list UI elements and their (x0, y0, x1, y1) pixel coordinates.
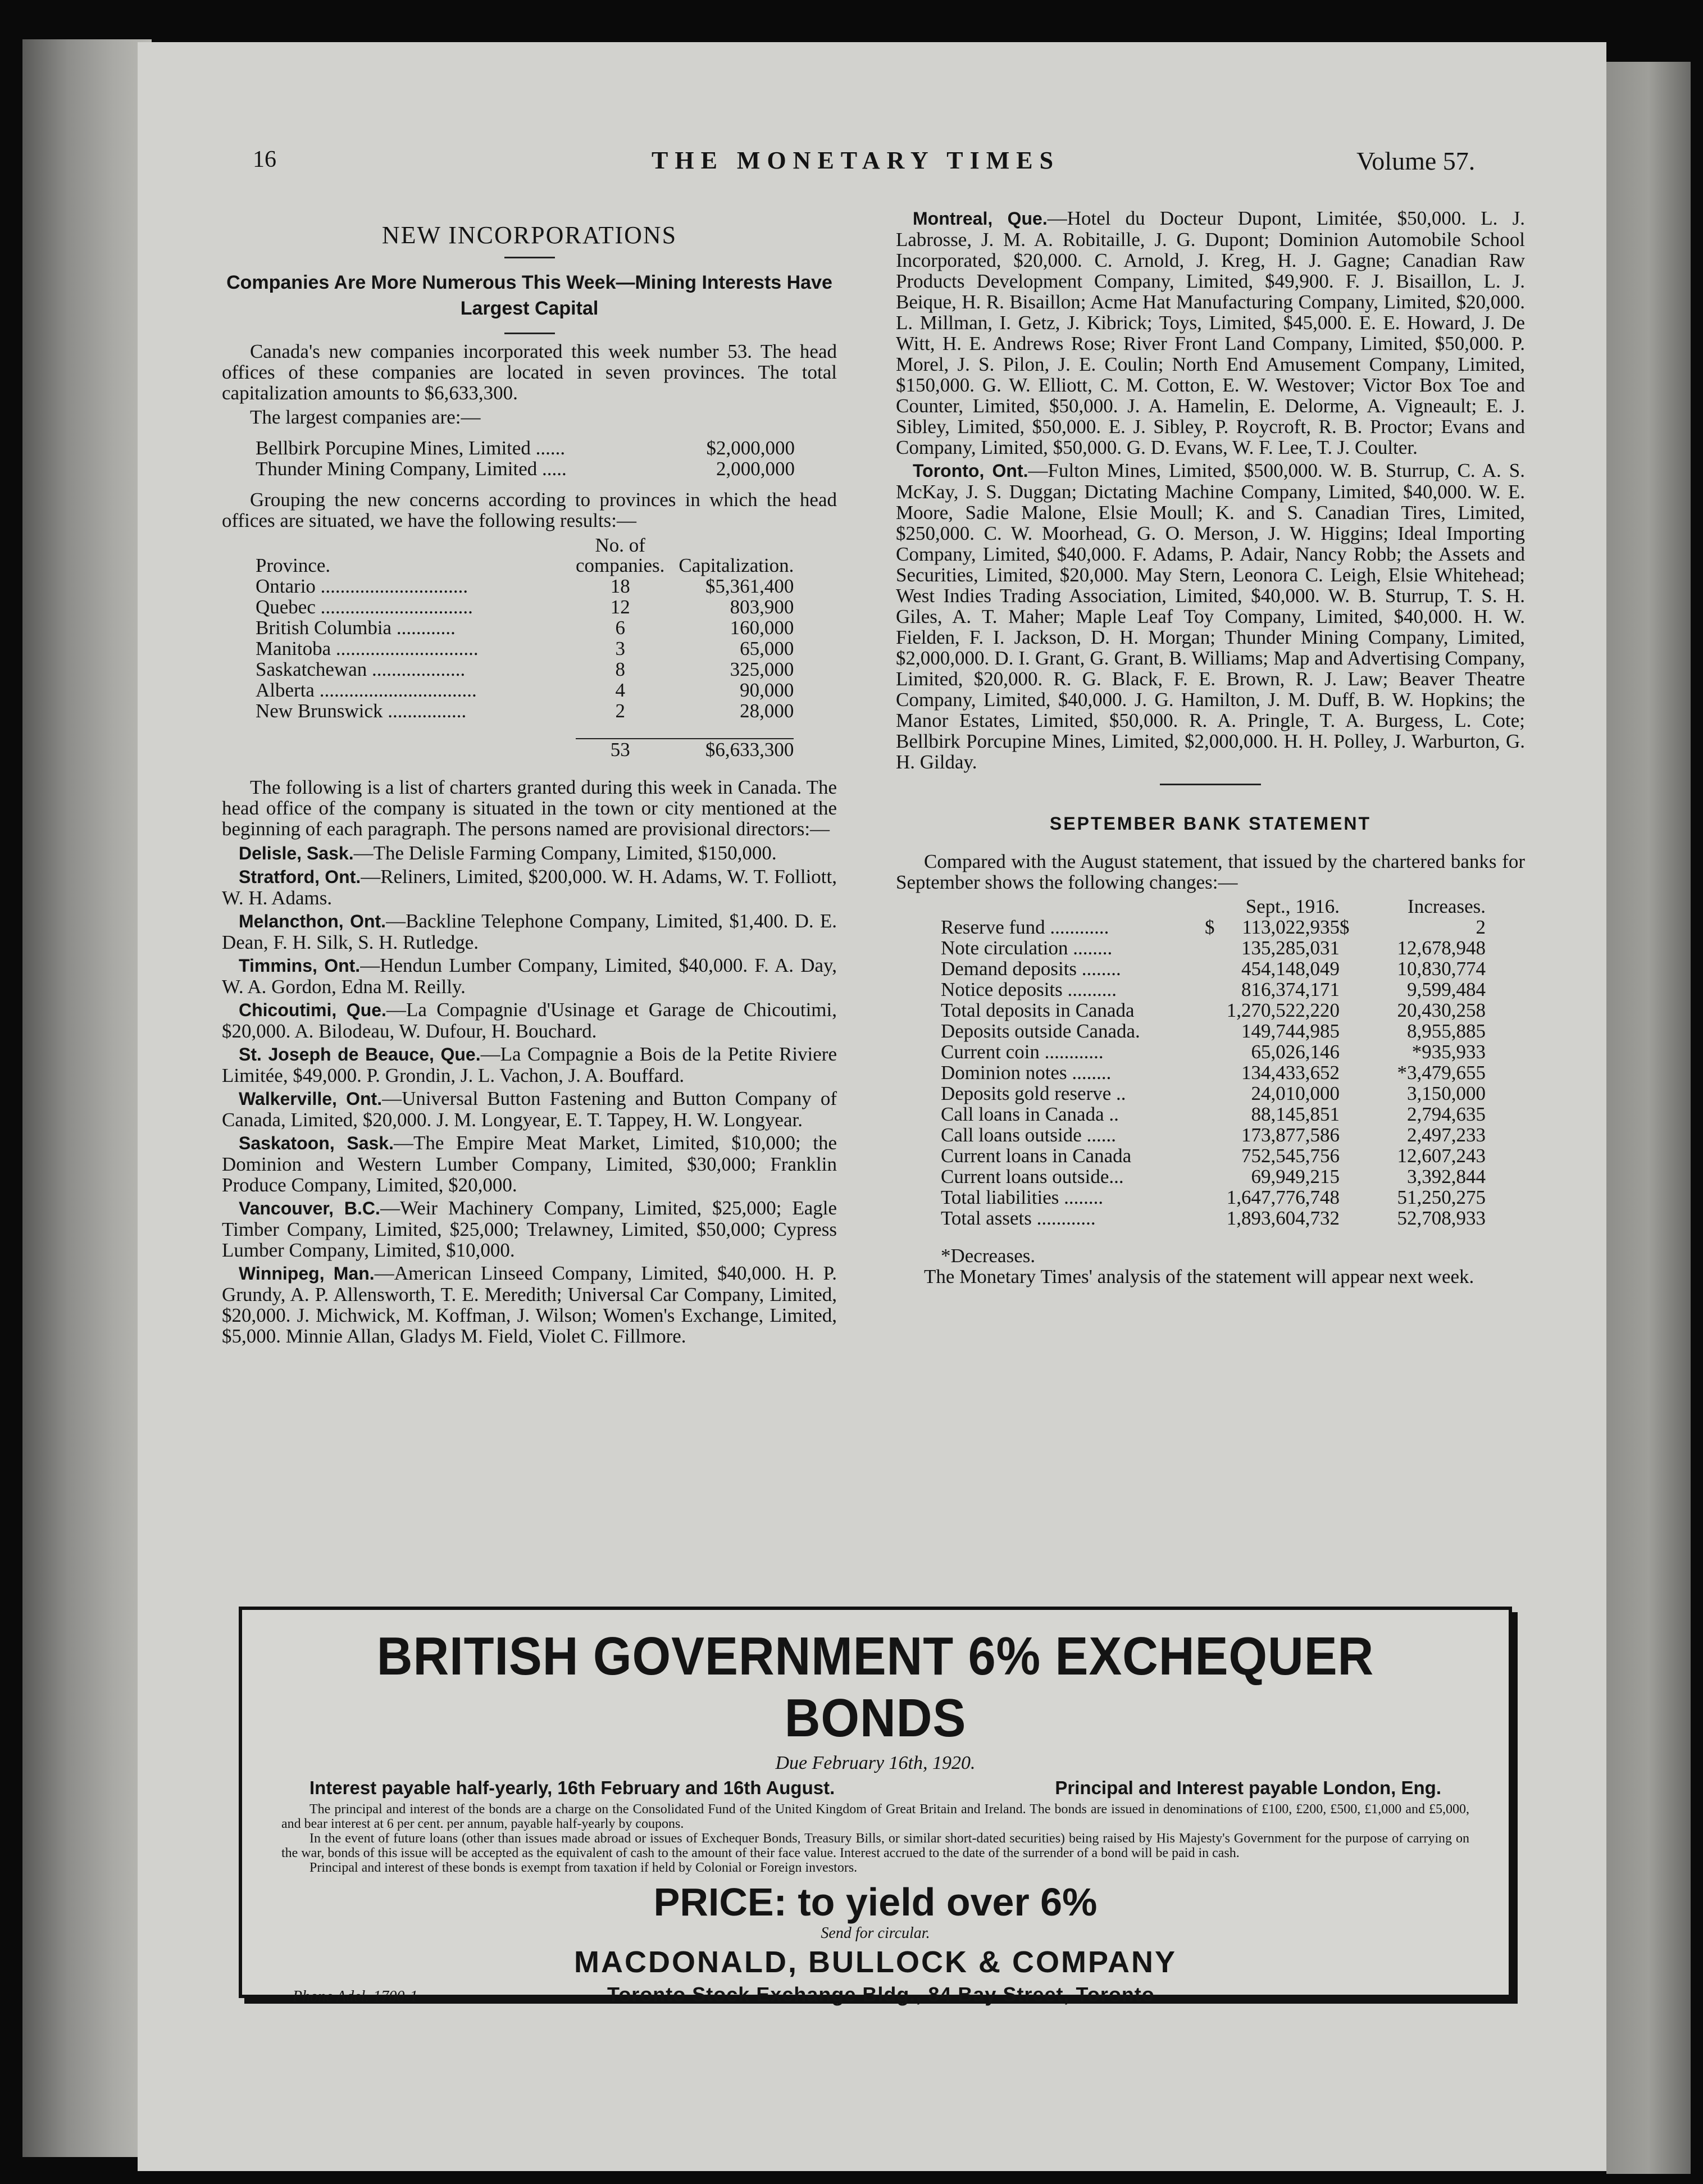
ad-phone: Phone Adel. 1700-1 (293, 1988, 418, 2005)
ad-send-circular: Send for circular. (821, 1924, 930, 1942)
dollar-sign (1340, 938, 1356, 958)
province-table (256, 535, 794, 760)
bank-statement-table (941, 896, 1486, 1229)
province-capital: $5,361,400 (705, 575, 794, 597)
increase-value: *935,933 (1411, 1041, 1486, 1063)
entry-place: Stratford, Ont. (239, 867, 361, 887)
table-row (941, 1041, 1486, 1062)
province-count: 4 (615, 679, 625, 701)
bank-item: Total deposits in Canada (941, 999, 1135, 1021)
charters-list-left (222, 843, 837, 1346)
fine-print-paragraph: Principal and interest of these bonds is exempt from taxation if held by Colonial or Foreign investors. (309, 1860, 858, 1875)
entry-place: Melancthon, Ont. (239, 911, 386, 931)
ad-principal: Principal and Interest payable London, Eng. (1055, 1777, 1441, 1798)
bank-item: Current coin ............ (941, 1041, 1104, 1063)
bank-item: Current loans in Canada (941, 1145, 1132, 1167)
bank-item: Demand deposits ........ (941, 958, 1121, 980)
sept-value: 88,145,851 (1251, 1103, 1340, 1125)
table-row (941, 1104, 1486, 1125)
bank-statement-title: SEPTEMBER BANK STATEMENT (1049, 813, 1372, 834)
bank-item: Dominion notes ........ (941, 1062, 1112, 1084)
list-item (222, 1088, 837, 1130)
ad-interest: Interest payable half-yearly, 16th February and 16th August. (309, 1777, 835, 1798)
list-item (222, 911, 837, 953)
increase-value: 2,497,233 (1407, 1124, 1486, 1146)
fine-print-paragraph: In the event of future loans (other than issues made abroad or issues of Exchequer Bonds, Treasury Bills, or similar short-dated securities) being raised by His Majesty's Government for the purpose of carrying on the war, bonds of this issue will be accepted as the equivalent of cash to the amount of their face value. Interest accrued to the date of the surrender of a bond will be paid in cash. (281, 1831, 1469, 1860)
province-capital: 325,000 (730, 658, 794, 680)
sept-value: 1,270,522,220 (1226, 999, 1340, 1021)
province-capital: 28,000 (740, 700, 794, 722)
table-row (941, 1145, 1486, 1166)
increase-value: 2 (1476, 916, 1486, 938)
entry-text: —American Linseed Company, Limited, $40,000. H. P. Grundy, A. P. Allensworth, T. E. Meredith; Universal Car Company, Limited, $20,000. J. Michwick, M. Koffman, J. Wilson; Women's Exchange, Limited, $5,000. Minnie Allan, Gladys M. Field, Violet C. Fillmore. (222, 1262, 837, 1347)
province-capital: 65,000 (740, 638, 794, 659)
dollar-sign (1205, 1000, 1222, 1021)
bank-item: Call loans in Canada .. (941, 1103, 1119, 1125)
list-item (256, 438, 837, 458)
entry-place: Saskatoon, Sask. (239, 1133, 394, 1153)
table-row (256, 576, 794, 597)
ad-address: Toronto Stock Exchange Bldg., 84 Bay Street, Toronto (607, 1983, 1155, 2006)
intro-paragraph: Canada's new companies incorporated this week number 53. The head offices of these companies are located in seven provinces. The total capitalization amounts to $6,633,300. (222, 340, 837, 404)
left-column (222, 221, 837, 1349)
table-row (941, 1125, 1486, 1145)
table-row (256, 638, 794, 659)
journal-title: THE MONETARY TIMES (652, 147, 1060, 174)
table-row (256, 597, 794, 617)
dollar-sign (1340, 1000, 1356, 1021)
bank-item: Note circulation ........ (941, 937, 1113, 959)
dollar-sign (1340, 1021, 1356, 1041)
table-row (256, 700, 794, 721)
list-item (896, 208, 1525, 458)
dollar-sign (1340, 1083, 1356, 1104)
increase-value: 9,599,484 (1407, 979, 1486, 1000)
entry-place: Toronto, Ont. (913, 461, 1028, 481)
dollar-sign (1205, 958, 1222, 979)
charters-list-right (896, 208, 1525, 772)
bank-item: Call loans outside ...... (941, 1124, 1117, 1146)
increase-value: 10,830,774 (1397, 958, 1486, 980)
dollar-sign (1340, 1166, 1356, 1187)
dollar-sign (1340, 958, 1356, 979)
dollar-sign (1205, 1145, 1222, 1166)
dollar-sign (1205, 1166, 1222, 1187)
table-row (941, 1187, 1486, 1208)
list-item (222, 999, 837, 1041)
table-row (941, 979, 1486, 1000)
entry-text: —Universal Button Fastening and Button Company of Canada, Limited, $20,000. J. M. Longyear, E. T. Tappey, H. W. Longyear. (222, 1088, 837, 1131)
dollar-sign (1205, 938, 1222, 958)
increase-value: 3,150,000 (1407, 1082, 1486, 1104)
company-capital: $2,000,000 (706, 437, 795, 459)
grouping-paragraph: Grouping the new concerns according to provinces in which the head offices are situated, we have the following results:— (222, 489, 837, 531)
dollar-sign (1340, 1062, 1356, 1083)
entry-place: Chicoutimi, Que. (239, 1000, 386, 1020)
entry-text: —Fulton Mines, Limited, $500,000. W. B. Sturrup, C. A. S. McKay, J. S. Duggan; Dictating Machine Company, Limited, $40,000. W. E. Moore, Sadie Malone, Elsie Moull; K. and S. Canadian Tires, Limited, $250,000. C. W. Moorhead, G. O. Merson, J. W. Higgins; Ideal Importing Company, Limited, $40,000. F. Adams, P. Adair, Nancy Robb; the Assets and Securities, Limited, $20,000. May Stern, Leonora C. Leigh, Elsie Whitehead; West Indies Trading Association, Limited, $40,000. W. B. Sturrup, T. S. H. Giles, A. T. Maher; Maple Leaf Toy Company, Limited, $40,000. H. W. Fielden, F. I. Jackson, D. H. Morgan; Thunder Mining Company, Limited, $2,000,000. D. I. Grant, G. Grant, B. Williams; Map and Advertising Company, Limited, $20,000. R. G. Black, F. E. Brown, R. J. Law; Beaver Theatre Company, Limited, $40,000. J. G. Hamilton, J. M. Duff, B. W. Hopkins; the Manor Estates, Limited, $50,000. R. A. Pringle, T. A. Burgess, L. Cote; Bellbirk Porcupine Mines, Limited, $2,000,000. H. H. Polley, J. Warburton, G. H. Gilday. (896, 459, 1525, 773)
list-item (222, 1263, 837, 1346)
dollar-sign (1205, 1021, 1222, 1041)
sept-header: Sept., 1916. (1245, 895, 1340, 917)
bank-item: Total assets ............ (941, 1207, 1096, 1229)
dollar-sign: $ (1205, 916, 1215, 938)
entry-text: —La Compagnie d'Usinage et Garage de Chicoutimi, $20,000. A. Bilodeau, W. Dufour, H. Bouchard. (222, 999, 837, 1042)
entry-place: Walkerville, Ont. (239, 1089, 383, 1109)
table-row (941, 1166, 1486, 1187)
book-page-edges (22, 39, 152, 2157)
charters-intro: The following is a list of charters granted during this week in Canada. The head office of the company is situated in the town or city mentioned at the beginning of each paragraph. The persons named are provisional directors:— (222, 776, 837, 840)
province-name: Ontario .............................. (256, 575, 468, 597)
dollar-sign (1205, 1125, 1222, 1145)
sept-value: 1,893,604,732 (1226, 1207, 1340, 1229)
table-row (941, 917, 1486, 938)
entry-text: —Backline Telephone Company, Limited, $1,400. D. E. Dean, F. H. Silk, S. H. Rutledge. (222, 910, 837, 953)
company-name: Bellbirk Porcupine Mines, Limited ...... (256, 437, 566, 459)
table-row (941, 1083, 1486, 1104)
dollar-sign (1205, 1208, 1222, 1229)
province-count: 6 (615, 617, 625, 639)
dollar-sign (1340, 1208, 1356, 1229)
incorporations-deck: Companies Are More Numerous This Week—Mining Interests Have Largest Capital (226, 272, 832, 319)
bank-item: Notice deposits .......... (941, 979, 1117, 1000)
dollar-sign (1205, 1062, 1222, 1083)
province-name: New Brunswick ................ (256, 700, 467, 722)
list-item (256, 458, 837, 479)
footnote: *Decreases. (941, 1245, 1036, 1267)
ad-firm-name: MACDONALD, BULLOCK & COMPANY (574, 1945, 1177, 1979)
entry-text: —Hotel du Docteur Dupont, Limitée, $50,000. L. J. Labrosse, J. M. A. Robitaille, J. G. Dupont; Dominion Automobile School Incorporated, $20,000. C. Arnold, J. Kreg, H. J. Gagne; Canadian Raw Products Development Company, Limited, $49,900. F. J. Bisaillon, L. J. Beique, H. R. Bisaillon; Acme Hat Manufacturing Company, Limited, $20,000. L. Millman, I. Getz, J. Kibrick; Toys, Limited, $45,000. E. E. Howard, J. De Witt, H. E. Andrews Rose; River Front Land Company, Limited, $50,000. P. Morel, J. S. Pilon, J. E. Coulin; North End Amusement Company, Limited, $150,000. G. W. Elliott, C. M. Cotton, E. W. Westover; Victor Box Toe and Counter, Limited, $50,000. J. A. Hamelin, E. Delorme, A. Vigneault; E. J. Sibley, Limited, $50,000. E. J. Sibley, P. Roycroft, R. B. Proctor; Evans and Company, Limited, $50,000. G. D. Evans, W. F. Lee, T. J. Coulter. (896, 207, 1525, 458)
entry-place: Timmins, Ont. (239, 956, 361, 976)
sept-value: 135,285,031 (1241, 937, 1340, 959)
section-divider (1160, 784, 1261, 785)
increase-value: 2,794,635 (1407, 1103, 1486, 1125)
table-row (256, 680, 794, 700)
dollar-sign: $ (1340, 916, 1350, 938)
province-count: 8 (615, 658, 625, 680)
sept-value: 816,374,171 (1241, 979, 1340, 1000)
list-item (222, 1044, 837, 1086)
sept-value: 65,026,146 (1251, 1041, 1340, 1063)
entry-text: —La Compagnie a Bois de la Petite Riviere Limitée, $49,000. P. Grondin, J. L. Vachon, J. A. Bouffard. (222, 1043, 837, 1086)
increase-value: 12,678,948 (1397, 937, 1486, 959)
title-rule (504, 257, 555, 258)
increases-header: Increases. (1408, 895, 1486, 917)
entry-text: —Hendun Lumber Company, Limited, $40,000. F. A. Day, W. A. Gordon, Edna M. Reilly. (222, 954, 837, 998)
capital-header: Capitalization. (679, 554, 794, 576)
largest-companies-list (256, 438, 837, 479)
sept-value: 24,010,000 (1251, 1082, 1340, 1104)
province-count: 2 (615, 700, 625, 722)
increase-value: 52,708,933 (1397, 1207, 1486, 1229)
sept-value: 113,022,935 (1242, 916, 1340, 938)
ad-due-date: Due February 16th, 1920. (775, 1753, 976, 1773)
province-name: British Columbia ............ (256, 617, 456, 639)
total-count: 53 (610, 739, 630, 761)
dollar-sign (1205, 979, 1222, 1000)
sept-value: 752,545,756 (1241, 1145, 1340, 1167)
province-header: Province. (256, 554, 331, 576)
sept-value: 1,647,776,748 (1226, 1186, 1340, 1208)
total-capital: $6,633,300 (705, 739, 794, 761)
table-row (256, 617, 794, 638)
sept-value: 454,148,049 (1241, 958, 1340, 980)
table-row (941, 1062, 1486, 1083)
increase-value: 20,430,258 (1397, 999, 1486, 1021)
increase-value: 8,955,885 (1407, 1020, 1486, 1042)
entry-place: St. Joseph de Beauce, Que. (239, 1044, 481, 1064)
table-row (941, 958, 1486, 979)
province-capital: 803,900 (730, 596, 794, 618)
volume-label: Volume 57. (1356, 147, 1476, 175)
province-count: 12 (610, 596, 630, 618)
province-name: Manitoba ............................. (256, 638, 479, 659)
closing-paragraph: The Monetary Times' analysis of the statement will appear next week. (924, 1266, 1474, 1287)
dollar-sign (1205, 1187, 1222, 1208)
entry-place: Winnipeg, Man. (239, 1263, 375, 1284)
ad-fine-print (281, 1802, 1469, 1875)
page-number: 16 (253, 147, 276, 172)
ad-terms (309, 1777, 1441, 1799)
sept-value: 69,949,215 (1251, 1166, 1340, 1187)
dollar-sign (1340, 1145, 1356, 1166)
entry-text: —Reliners, Limited, $200,000. W. H. Adams, W. T. Folliott, W. H. Adams. (222, 866, 837, 909)
bank-item: Deposits outside Canada. (941, 1020, 1140, 1042)
table-row (941, 1000, 1486, 1021)
bank-item: Deposits gold reserve .. (941, 1082, 1126, 1104)
bank-intro: Compared with the August statement, that issued by the chartered banks for September shows the following changes:— (896, 850, 1525, 893)
fine-print-paragraph: The principal and interest of the bonds are a charge on the Consolidated Fund of the United Kingdom of Great Britain and Ireland. The bonds are issued in denominations of £100, £200, £500, £1,000 and £5,000, and bear interest at 6 per cent. per annum, payable half-yearly by coupons. (281, 1802, 1469, 1831)
list-item (222, 955, 837, 997)
province-capital: 160,000 (730, 617, 794, 639)
dollar-sign (1340, 1041, 1356, 1062)
companies-header: No. of companies. (576, 534, 665, 576)
province-name: Saskatchewan ................... (256, 658, 466, 680)
dollar-sign (1340, 1104, 1356, 1125)
deck-rule (504, 333, 555, 334)
province-capital: 90,000 (740, 679, 794, 701)
bond-advertisement (239, 1607, 1512, 2006)
ad-footer (293, 1983, 1475, 2006)
entry-place: Vancouver, B.C. (239, 1198, 380, 1218)
list-item (222, 843, 837, 864)
bank-item: Total liabilities ........ (941, 1186, 1104, 1208)
list-item (222, 1198, 837, 1261)
list-item (222, 866, 837, 908)
totals-row (256, 721, 794, 760)
dollar-sign (1340, 1125, 1356, 1145)
dollar-sign (1340, 979, 1356, 1000)
dollar-sign (1340, 1187, 1356, 1208)
dollar-sign (1205, 1041, 1222, 1062)
largest-label: The largest companies are:— (250, 406, 481, 428)
entry-text: —Weir Machinery Company, Limited, $25,000; Eagle Timber Company, Limited, $25,000; Trelawney, Limited, $50,000; Cypress Lumber Company, Limited, $10,000. (222, 1197, 837, 1261)
incorporations-title: NEW INCORPORATIONS (381, 221, 677, 249)
bank-item: Current loans outside... (941, 1166, 1124, 1187)
right-column (896, 208, 1525, 1290)
table-row (941, 1021, 1486, 1041)
company-name: Thunder Mining Company, Limited ..... (256, 458, 567, 480)
entry-text: —The Empire Meat Market, Limited, $10,000; the Dominion and Western Lumber Company, Limited, $30,000; Franklin Produce Company, Limited, $20,000. (222, 1132, 837, 1196)
province-count: 3 (615, 638, 625, 659)
list-item (222, 1132, 837, 1195)
province-name: Quebec ............................... (256, 596, 473, 618)
entry-place: Montreal, Que. (913, 208, 1048, 229)
entry-place: Delisle, Sask. (239, 843, 354, 863)
sept-value: 134,433,652 (1241, 1062, 1340, 1084)
next-page-edge (1606, 62, 1691, 2174)
table-row (941, 1208, 1486, 1229)
bank-item: Reserve fund ............ (941, 916, 1109, 938)
entry-text: —The Delisle Farming Company, Limited, $150,000. (353, 842, 777, 864)
increase-value: 12,607,243 (1397, 1145, 1486, 1167)
increase-value: *3,479,655 (1397, 1062, 1486, 1084)
sept-value: 149,744,985 (1241, 1020, 1340, 1042)
province-name: Alberta ................................ (256, 679, 477, 701)
company-capital: 2,000,000 (716, 458, 795, 480)
increase-value: 51,250,275 (1397, 1186, 1486, 1208)
list-item (896, 460, 1525, 772)
increase-value: 3,392,844 (1407, 1166, 1486, 1187)
ad-headline: BRITISH GOVERNMENT 6% EXCHEQUER BONDS (376, 1626, 1374, 1748)
dollar-sign (1205, 1104, 1222, 1125)
table-row (256, 659, 794, 680)
province-count: 18 (610, 575, 630, 597)
table-row (941, 938, 1486, 958)
sept-value: 173,877,586 (1241, 1124, 1340, 1146)
dollar-sign (1205, 1083, 1222, 1104)
ad-price: PRICE: to yield over 6% (653, 1880, 1098, 1924)
